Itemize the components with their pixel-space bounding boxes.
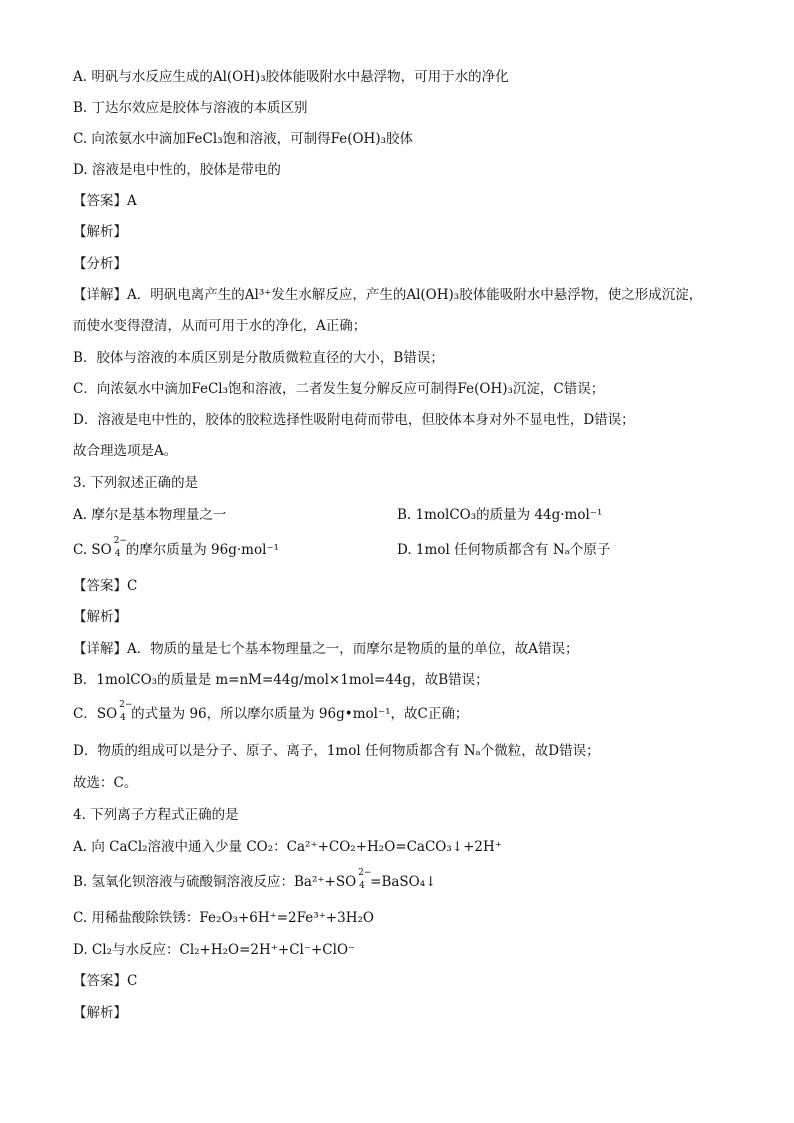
q3-analysis-label: 【解析】 — [73, 609, 127, 625]
ion-charge: 2− — [119, 700, 133, 710]
q4-option-c: C. 用稀盐酸除铁锈：Fe₂O₃+6H⁺=2Fe³⁺+3H₂O — [73, 910, 374, 926]
q4-stem: 4. 下列离子方程式正确的是 — [73, 807, 239, 823]
q3-option-d: D. 1mol 任何物质都含有 Nₐ个原子 — [397, 542, 611, 558]
ion-charge: 2− — [358, 868, 372, 878]
sulfate-ion-notation — [117, 700, 133, 723]
q3-detail-2: B．1molCO₃的质量是 m=nM=44g/mol×1mol=44g，故B错误； — [73, 672, 489, 688]
q3-detail-3 — [73, 700, 469, 724]
q2-option-b: B. 丁达尔效应是胶体与溶液的本质区别 — [73, 100, 308, 116]
q3-option-c-prefix: C. SO — [73, 542, 112, 558]
ion-charge: 2− — [113, 536, 128, 546]
sulfate-ion-notation — [112, 536, 128, 559]
q4-option-b-suffix: =BaSO₄↓ — [370, 874, 437, 890]
ion-subscript: 4 — [120, 713, 126, 723]
q4-option-b-prefix: B. 氢氧化钡溶液与硫酸铜溶液反应：Ba²⁺+SO — [73, 874, 357, 890]
q3-option-c-suffix: 的摩尔质量为 96g·mol⁻¹ — [125, 542, 279, 558]
q2-detail-1: 【详解】A．明矾电离产生的Al³⁺发生水解反应，产生的Al(OH)₃胶体能吸附水中悬浮物，使之形成沉淀， — [73, 287, 703, 303]
q4-option-d: D. Cl₂与水反应：Cl₂+H₂O=2H⁺+Cl⁻+ClO⁻ — [73, 942, 356, 958]
q3-option-a: A. 摩尔是基本物理量之一 — [73, 507, 227, 523]
q2-conclusion: 故合理选项是A。 — [73, 443, 178, 459]
q2-detail-3: C．向浓氨水中滴加FeCl₃饱和溶液，二者发生复分解反应可制得Fe(OH)₃沉淀，C错误； — [73, 381, 605, 397]
ion-subscript: 4 — [359, 881, 365, 891]
q4-option-b — [73, 868, 437, 892]
q2-analysis-label: 【解析】 — [73, 224, 127, 240]
q2-detail-1b: 而使水变得澄清，从而可用于水的净化，A正确； — [73, 318, 367, 334]
q2-fenxi-label: 【分析】 — [73, 256, 127, 272]
q3-stem: 3. 下列叙述正确的是 — [73, 475, 199, 491]
q3-detail-4: D．物质的组成可以是分子、原子、离子，1mol 任何物质都含有 Nₐ个微粒，故D错误； — [73, 743, 600, 759]
q3-conclusion: 故选：C。 — [73, 775, 138, 791]
q4-answer: 【答案】C — [73, 973, 138, 989]
q3-detail-3-suffix: 的式量为 96，所以摩尔质量为 96g•mol⁻¹，故C正确； — [131, 706, 469, 722]
q2-option-a: A. 明矾与水反应生成的Al(OH)₃胶体能吸附水中悬浮物，可用于水的净化 — [73, 69, 509, 85]
q3-detail-1: 【详解】A．物质的量是七个基本物理量之一，而摩尔是物质的量的单位，故A错误； — [73, 641, 579, 657]
ion-subscript: 4 — [114, 549, 121, 559]
q3-detail-3-prefix: C．SO — [73, 706, 118, 722]
q3-option-c — [73, 536, 279, 560]
q2-option-c: C. 向浓氨水中滴加FeCl₃饱和溶液，可制得Fe(OH)₃胶体 — [73, 131, 414, 147]
q4-option-a: A. 向 CaCl₂溶液中通入少量 CO₂：Ca²⁺+CO₂+H₂O=CaCO₃↓+2H⁺ — [73, 839, 502, 855]
q2-detail-4: D．溶液是电中性的，胶体的胶粒选择性吸附电荷而带电，但胶体本身对外不显电性，D错误； — [73, 412, 635, 428]
q3-option-b: B. 1molCO₃的质量为 44g·mol⁻¹ — [397, 507, 603, 523]
q4-analysis-label: 【解析】 — [73, 1005, 127, 1021]
q2-answer: 【答案】A — [73, 193, 137, 209]
q3-answer: 【答案】C — [73, 578, 138, 594]
sulfate-ion-notation — [356, 868, 372, 891]
q2-option-d: D. 溶液是电中性的，胶体是带电的 — [73, 162, 281, 178]
q2-detail-2: B．胶体与溶液的本质区别是分散质微粒直径的大小，B错误； — [73, 350, 444, 366]
